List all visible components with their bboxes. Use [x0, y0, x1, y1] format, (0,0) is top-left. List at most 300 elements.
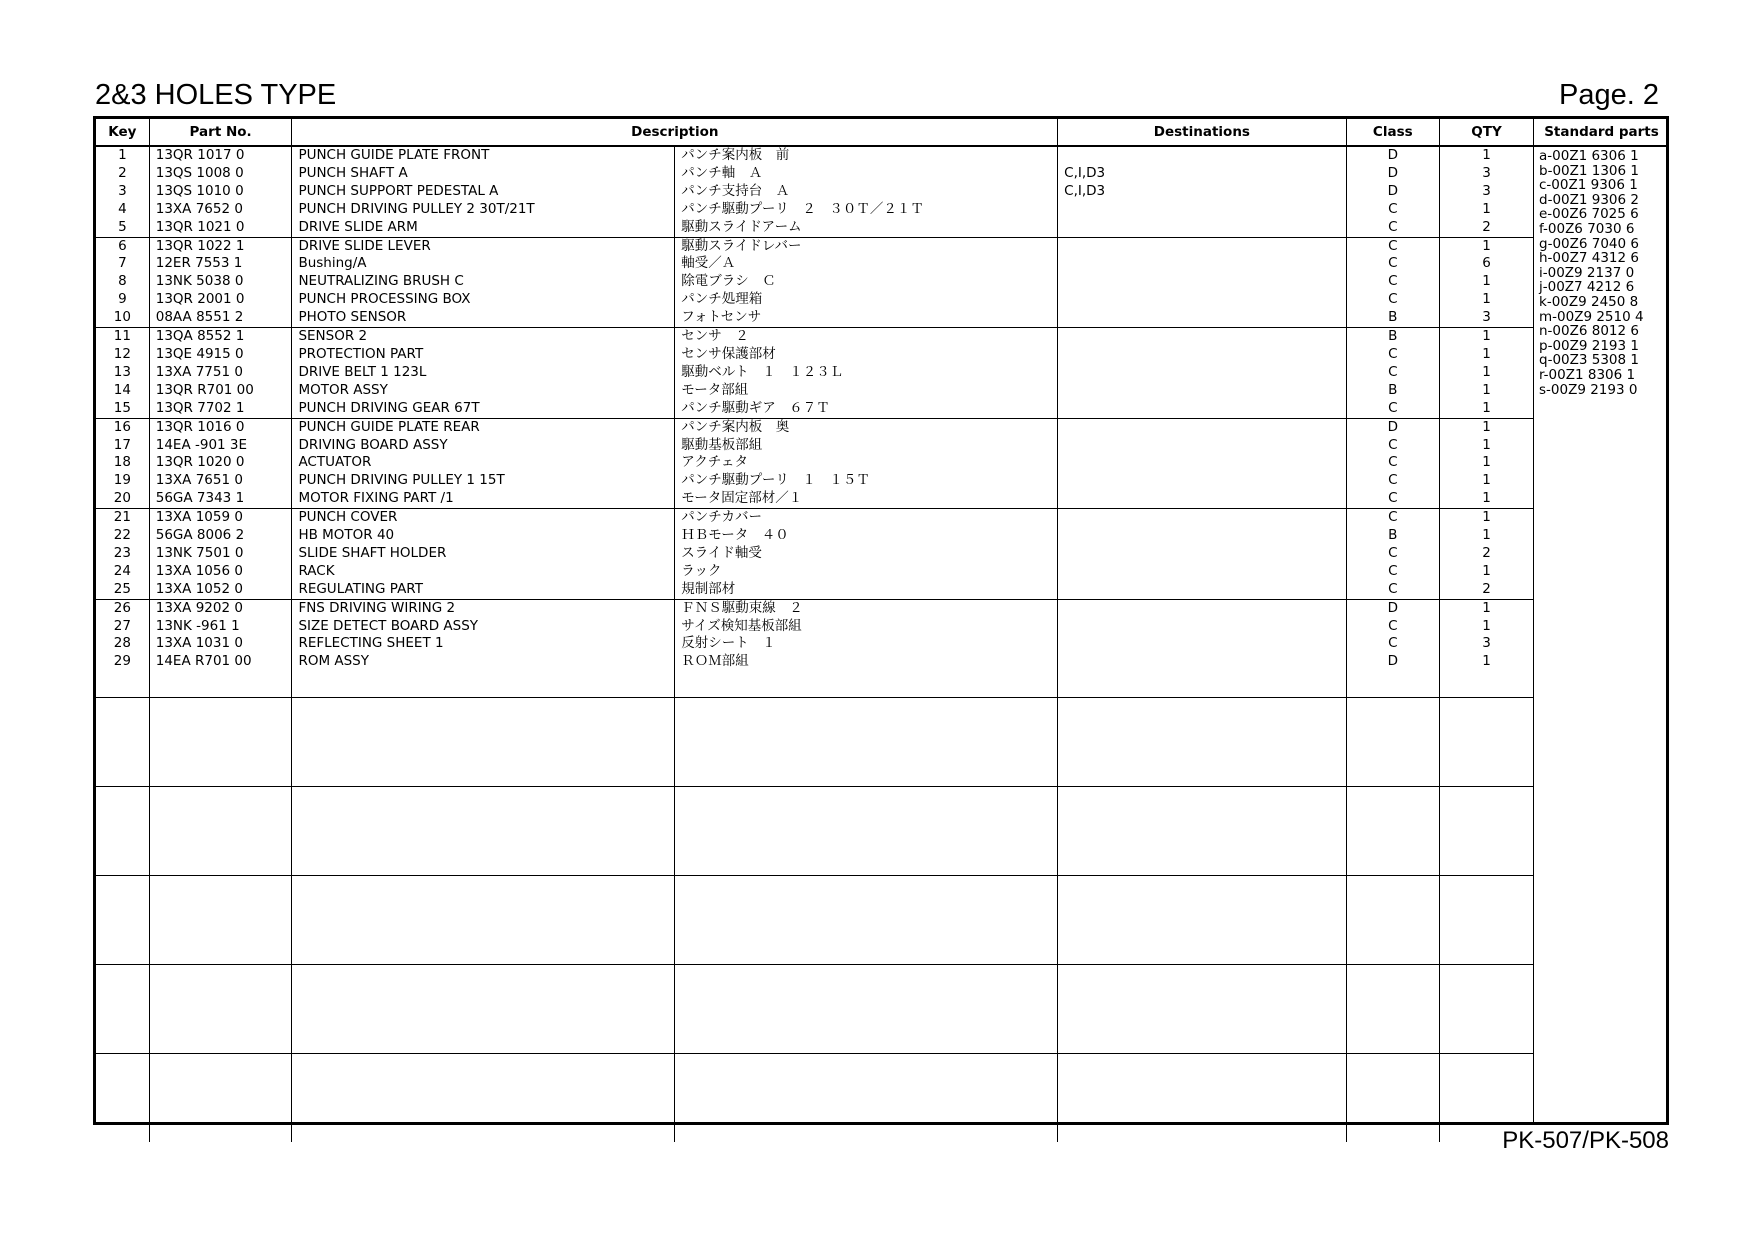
description-en-cell: REFLECTING SHEET 1 — [292, 635, 675, 653]
class-cell: C — [1346, 201, 1439, 219]
qty-cell: 1 — [1440, 418, 1533, 436]
table-row — [96, 400, 1533, 418]
part-number-cell: 13XA 7652 0 — [149, 201, 292, 219]
empty-cell — [96, 787, 149, 876]
description-en-cell: MOTOR FIXING PART /1 — [292, 490, 675, 508]
qty-cell: 1 — [1440, 273, 1533, 291]
part-number-cell: 13XA 1052 0 — [149, 581, 292, 599]
parts-table-body — [96, 146, 1533, 1142]
destinations-cell — [1058, 437, 1346, 455]
description-en-cell: FNS DRIVING WIRING 2 — [292, 599, 675, 617]
qty-cell: 1 — [1440, 346, 1533, 364]
part-number-cell: 13QS 1010 0 — [149, 183, 292, 201]
standard-part-item: f-00Z6 7030 6 — [1539, 220, 1635, 237]
qty-cell: 3 — [1440, 183, 1533, 201]
empty-cell — [1058, 787, 1346, 876]
empty-cell — [149, 876, 292, 965]
description-en-cell: DRIVE SLIDE ARM — [292, 219, 675, 237]
standard-part-item: g-00Z6 7040 6 — [1539, 235, 1639, 252]
empty-cell — [1440, 671, 1533, 698]
blank-table-row — [96, 876, 1533, 965]
class-cell: C — [1346, 400, 1439, 418]
key-cell: 18 — [113, 454, 131, 471]
class-cell: D — [1346, 418, 1439, 436]
destinations-cell — [1058, 454, 1346, 472]
part-number-cell: 56GA 8006 2 — [149, 527, 292, 545]
part-number-cell: 13QE 4915 0 — [149, 346, 292, 364]
part-number-cell: 13NK 5038 0 — [149, 273, 292, 291]
qty-cell: 6 — [1440, 255, 1533, 273]
destinations-cell — [1058, 472, 1346, 490]
empty-cell — [292, 876, 675, 965]
empty-cell — [675, 698, 1058, 787]
destinations-cell — [1058, 201, 1346, 219]
qty-cell: 1 — [1440, 400, 1533, 418]
description-en-cell: PHOTO SENSOR — [292, 309, 675, 327]
empty-cell — [1440, 698, 1533, 787]
description-jp-cell: ラック — [675, 563, 1058, 581]
empty-cell — [149, 1054, 292, 1143]
description-en-cell: ROM ASSY — [292, 653, 675, 671]
class-cell: D — [1346, 146, 1439, 165]
standard-part-item: n-00Z6 8012 6 — [1539, 323, 1639, 340]
blank-table-row — [96, 1054, 1533, 1143]
key-cell: 20 — [96, 490, 149, 508]
key-cell: 1 — [118, 147, 127, 163]
standard-part-item: p-00Z9 2193 1 — [1539, 337, 1639, 354]
standard-part-item: r-00Z1 8306 1 — [1539, 366, 1636, 383]
key-cell: 14 — [113, 381, 131, 398]
table-row — [96, 328, 1533, 346]
class-cell: D — [1346, 653, 1439, 671]
description-en-cell: Bushing/A — [292, 255, 675, 273]
destinations-cell — [1058, 237, 1346, 255]
part-number-cell: 14EA R701 00 — [149, 653, 292, 671]
part-number-cell: 08AA 8551 2 — [149, 309, 292, 327]
table-header-row — [96, 119, 1533, 146]
standard-part-item: a-00Z1 6306 1 — [1539, 148, 1639, 164]
standard-part-item: i-00Z9 2137 0 — [1539, 264, 1635, 281]
qty-cell: 3 — [1440, 165, 1533, 183]
key-cell: 19 — [113, 472, 131, 489]
key-cell: 8 — [118, 273, 127, 290]
class-cell: C — [1346, 509, 1439, 527]
destinations-cell: C,I,D3 — [1058, 183, 1346, 201]
destinations-cell — [1058, 418, 1346, 436]
table-row — [96, 255, 1533, 273]
description-jp-cell: ＲＯＭ部組 — [675, 653, 1058, 671]
destinations-cell — [1058, 618, 1346, 636]
empty-cell — [675, 671, 1058, 698]
qty-cell: 1 — [1440, 527, 1533, 545]
table-row — [96, 418, 1533, 436]
description-jp-cell: センサ保護部材 — [675, 346, 1058, 364]
description-en-cell: PUNCH GUIDE PLATE FRONT — [292, 146, 675, 165]
qty-cell: 1 — [1440, 454, 1533, 472]
key-cell: 25 — [96, 581, 149, 599]
class-cell: C — [1346, 635, 1439, 653]
class-cell: B — [1346, 527, 1439, 545]
class-cell: D — [1346, 599, 1439, 617]
class-cell: C — [1346, 291, 1439, 309]
description-jp-cell: ＦＮＳ駆動束線 ２ — [675, 599, 1058, 617]
key-cell: 5 — [96, 219, 149, 237]
standard-part-item: s-00Z9 2193 0 — [1539, 381, 1638, 398]
destinations-cell: C,I,D3 — [1058, 165, 1346, 183]
table-row — [96, 437, 1533, 455]
column-header-standard-parts: Standard parts — [1534, 119, 1669, 147]
key-cell: 28 — [113, 635, 131, 652]
key-cell: 6 — [118, 237, 127, 254]
qty-cell: 1 — [1440, 490, 1533, 508]
key-cell: 2 — [118, 164, 127, 181]
table-row — [96, 346, 1533, 364]
description-jp-cell: 反射シート １ — [675, 635, 1058, 653]
description-en-cell: SIZE DETECT BOARD ASSY — [292, 618, 675, 636]
class-cell: C — [1346, 545, 1439, 563]
destinations-cell — [1058, 563, 1346, 581]
standard-part-item: e-00Z6 7025 6 — [1539, 206, 1639, 223]
empty-cell — [1058, 965, 1346, 1054]
qty-cell: 1 — [1440, 437, 1533, 455]
standard-part-item: j-00Z7 4212 6 — [1539, 279, 1635, 296]
table-row — [96, 472, 1533, 490]
table-row — [96, 183, 1533, 201]
description-jp-cell: 駆動スライドアーム — [675, 219, 1058, 237]
description-jp-cell: 規制部材 — [675, 581, 1058, 599]
qty-cell: 1 — [1440, 364, 1533, 382]
description-en-cell: PUNCH GUIDE PLATE REAR — [292, 418, 675, 436]
key-cell: 3 — [118, 182, 127, 199]
empty-cell — [1346, 876, 1439, 965]
description-en-cell: DRIVING BOARD ASSY — [292, 437, 675, 455]
destinations-cell — [1058, 309, 1346, 327]
description-en-cell: PUNCH DRIVING PULLEY 2 30T/21T — [292, 201, 675, 219]
empty-cell — [1440, 787, 1533, 876]
description-jp-cell: パンチ支持台 Ａ — [675, 183, 1058, 201]
qty-cell: 1 — [1440, 237, 1533, 255]
class-cell: C — [1346, 437, 1439, 455]
part-number-cell: 13QR 7702 1 — [149, 400, 292, 418]
class-cell: C — [1346, 618, 1439, 636]
description-jp-cell: 除電ブラシ Ｃ — [675, 273, 1058, 291]
description-en-cell: ACTUATOR — [292, 454, 675, 472]
description-jp-cell: パンチ処理箱 — [675, 291, 1058, 309]
page-title: 2&3 HOLES TYPE — [95, 79, 337, 111]
description-jp-cell: フォトセンサ — [675, 309, 1058, 327]
model-name: PK-507/PK-508 — [1502, 1127, 1669, 1154]
standard-part-item: h-00Z7 4312 6 — [1539, 250, 1639, 267]
key-cell: 22 — [113, 527, 131, 544]
destinations-cell — [1058, 653, 1346, 671]
column-header-part-no: Part No. — [149, 119, 292, 146]
table-row — [96, 490, 1533, 508]
key-cell: 15 — [96, 400, 149, 418]
empty-cell — [149, 787, 292, 876]
class-cell: C — [1346, 237, 1439, 255]
description-en-cell: PUNCH COVER — [292, 509, 675, 527]
empty-cell — [292, 965, 675, 1054]
description-jp-cell: 駆動ベルト １ １２３Ｌ — [675, 364, 1058, 382]
blank-table-row — [96, 698, 1533, 787]
qty-cell: 1 — [1440, 509, 1533, 527]
description-jp-cell: パンチ軸 Ａ — [675, 165, 1058, 183]
description-en-cell: PUNCH DRIVING GEAR 67T — [292, 400, 675, 418]
description-en-cell: DRIVE BELT 1 123L — [292, 364, 675, 382]
table-row — [96, 146, 1533, 165]
table-row — [96, 309, 1533, 327]
part-number-cell: 13QR 1016 0 — [149, 418, 292, 436]
key-cell: 12 — [113, 345, 131, 362]
qty-cell: 1 — [1440, 472, 1533, 490]
description-jp-cell: 軸受／Ａ — [675, 255, 1058, 273]
destinations-cell — [1058, 527, 1346, 545]
key-cell: 10 — [96, 309, 149, 327]
destinations-cell — [1058, 219, 1346, 237]
key-cell: 11 — [113, 328, 131, 345]
qty-cell: 2 — [1440, 545, 1533, 563]
empty-cell — [292, 698, 675, 787]
qty-cell: 1 — [1440, 201, 1533, 219]
description-jp-cell: ＨＢモータ ４０ — [675, 527, 1058, 545]
qty-cell: 1 — [1440, 382, 1533, 400]
description-en-cell: HB MOTOR 40 — [292, 527, 675, 545]
destinations-cell — [1058, 599, 1346, 617]
page-number: Page. 2 — [1559, 79, 1659, 111]
class-cell: C — [1346, 472, 1439, 490]
table-row — [96, 291, 1533, 309]
description-en-cell: PUNCH SHAFT A — [292, 165, 675, 183]
key-cell: 7 — [118, 255, 127, 272]
description-en-cell: REGULATING PART — [292, 581, 675, 599]
part-number-cell: 56GA 7343 1 — [149, 490, 292, 508]
description-en-cell: DRIVE SLIDE LEVER — [292, 237, 675, 255]
empty-cell — [149, 698, 292, 787]
part-number-cell: 13QR 1020 0 — [149, 454, 292, 472]
destinations-cell — [1058, 581, 1346, 599]
column-header-key: Key — [96, 119, 149, 146]
class-cell: C — [1346, 454, 1439, 472]
column-header-qty: QTY — [1440, 119, 1533, 146]
table-row — [96, 581, 1533, 599]
empty-cell — [1346, 965, 1439, 1054]
part-number-cell: 13XA 1056 0 — [149, 563, 292, 581]
table-row — [96, 382, 1533, 400]
destinations-cell — [1058, 382, 1346, 400]
class-cell: C — [1346, 364, 1439, 382]
standard-part-item: m-00Z9 2510 4 — [1539, 308, 1644, 325]
empty-cell — [1440, 965, 1533, 1054]
empty-cell — [292, 671, 675, 698]
standard-part-item: d-00Z1 9306 2 — [1539, 191, 1639, 208]
empty-cell — [1058, 876, 1346, 965]
qty-cell: 1 — [1440, 291, 1533, 309]
description-jp-cell: パンチカバー — [675, 509, 1058, 527]
part-number-cell: 13XA 7751 0 — [149, 364, 292, 382]
destinations-cell — [1058, 273, 1346, 291]
table-row — [96, 201, 1533, 219]
standard-part-item: c-00Z1 9306 1 — [1539, 177, 1638, 194]
table-row — [96, 545, 1533, 563]
class-cell: C — [1346, 219, 1439, 237]
key-cell: 21 — [113, 509, 131, 526]
empty-cell — [675, 1054, 1058, 1143]
part-number-cell: 12ER 7553 1 — [149, 255, 292, 273]
key-cell: 29 — [113, 653, 131, 670]
description-jp-cell: センサ ２ — [675, 328, 1058, 346]
standard-part-item: b-00Z1 1306 1 — [1539, 162, 1639, 179]
part-number-cell: 13QR 1022 1 — [149, 237, 292, 255]
class-cell: B — [1346, 328, 1439, 346]
table-row — [96, 454, 1533, 472]
column-header-class: Class — [1346, 119, 1439, 146]
empty-cell — [675, 965, 1058, 1054]
empty-cell — [96, 671, 149, 698]
destinations-cell — [1058, 400, 1346, 418]
table-row — [96, 563, 1533, 581]
table-row — [96, 219, 1533, 237]
part-number-cell: 13QR 1021 0 — [149, 219, 292, 237]
blank-table-row — [96, 965, 1533, 1054]
destinations-cell — [1058, 146, 1346, 165]
part-number-cell: 13QR 1017 0 — [149, 146, 292, 165]
part-number-cell: 13XA 1059 0 — [149, 509, 292, 527]
standard-part-item: q-00Z3 5308 1 — [1539, 352, 1639, 369]
empty-cell — [292, 787, 675, 876]
part-number-cell: 13QA 8552 1 — [149, 328, 292, 346]
standard-parts-list — [1534, 147, 1669, 397]
key-cell: 17 — [113, 436, 131, 453]
description-en-cell: MOTOR ASSY — [292, 382, 675, 400]
standard-parts-column — [1533, 119, 1669, 1122]
destinations-cell — [1058, 509, 1346, 527]
description-en-cell: RACK — [292, 563, 675, 581]
description-en-cell: NEUTRALIZING BRUSH C — [292, 273, 675, 291]
class-cell: C — [1346, 346, 1439, 364]
description-jp-cell: パンチ駆動プーリ ２ ３０Ｔ／２１Ｔ — [675, 201, 1058, 219]
qty-cell: 1 — [1440, 328, 1533, 346]
class-cell: C — [1346, 563, 1439, 581]
part-number-cell: 13XA 7651 0 — [149, 472, 292, 490]
empty-cell — [675, 787, 1058, 876]
column-header-destinations: Destinations — [1058, 119, 1346, 146]
empty-cell — [149, 671, 292, 698]
class-cell: C — [1346, 490, 1439, 508]
destinations-cell — [1058, 291, 1346, 309]
description-en-cell: PUNCH PROCESSING BOX — [292, 291, 675, 309]
qty-cell: 3 — [1440, 309, 1533, 327]
part-number-cell: 13QS 1008 0 — [149, 165, 292, 183]
class-cell: D — [1346, 183, 1439, 201]
description-jp-cell: 駆動スライドレバー — [675, 237, 1058, 255]
key-cell: 26 — [113, 599, 131, 616]
description-jp-cell: アクチェタ — [675, 454, 1058, 472]
class-cell: D — [1346, 165, 1439, 183]
parts-table — [96, 119, 1533, 1142]
destinations-cell — [1058, 545, 1346, 563]
empty-cell — [96, 1054, 149, 1143]
class-cell: C — [1346, 581, 1439, 599]
description-en-cell: PUNCH SUPPORT PEDESTAL A — [292, 183, 675, 201]
part-number-cell: 13QR R701 00 — [149, 382, 292, 400]
description-jp-cell: パンチ駆動ギア ６７Ｔ — [675, 400, 1058, 418]
standard-part-item: k-00Z9 2450 8 — [1539, 293, 1639, 310]
destinations-cell — [1058, 255, 1346, 273]
part-number-cell: 13NK 7501 0 — [149, 545, 292, 563]
table-row-padding — [96, 671, 1533, 698]
qty-cell: 1 — [1440, 618, 1533, 636]
description-jp-cell: モータ部組 — [675, 382, 1058, 400]
qty-cell: 3 — [1440, 635, 1533, 653]
description-en-cell: PROTECTION PART — [292, 346, 675, 364]
class-cell: B — [1346, 382, 1439, 400]
key-cell: 4 — [118, 200, 127, 217]
qty-cell: 2 — [1440, 581, 1533, 599]
part-number-cell: 13NK -961 1 — [149, 618, 292, 636]
empty-cell — [1058, 671, 1346, 698]
key-cell: 23 — [113, 544, 131, 561]
blank-table-row — [96, 787, 1533, 876]
qty-cell: 1 — [1440, 146, 1533, 165]
empty-cell — [96, 965, 149, 1054]
destinations-cell — [1058, 364, 1346, 382]
description-jp-cell: パンチ駆動プーリ １ １５Ｔ — [675, 472, 1058, 490]
empty-cell — [149, 965, 292, 1054]
empty-cell — [1346, 1054, 1439, 1143]
description-jp-cell: パンチ案内板 前 — [675, 146, 1058, 165]
table-row — [96, 237, 1533, 255]
empty-cell — [1440, 876, 1533, 965]
column-header-description: Description — [292, 119, 1058, 146]
key-cell: 13 — [113, 363, 131, 380]
description-jp-cell: スライド軸受 — [675, 545, 1058, 563]
qty-cell: 1 — [1440, 653, 1533, 671]
key-cell: 16 — [113, 418, 131, 435]
table-row — [96, 618, 1533, 636]
class-cell: B — [1346, 309, 1439, 327]
description-jp-cell: モータ固定部材／１ — [675, 490, 1058, 508]
empty-cell — [1346, 787, 1439, 876]
key-cell: 24 — [113, 562, 131, 579]
qty-cell: 1 — [1440, 563, 1533, 581]
empty-cell — [96, 698, 149, 787]
empty-cell — [1058, 1054, 1346, 1143]
key-cell: 9 — [118, 291, 127, 308]
table-row — [96, 165, 1533, 183]
destinations-cell — [1058, 635, 1346, 653]
description-jp-cell: サイズ検知基板部組 — [675, 618, 1058, 636]
part-number-cell: 14EA -901 3E — [149, 437, 292, 455]
empty-cell — [1058, 698, 1346, 787]
parts-list-frame — [93, 116, 1669, 1125]
description-jp-cell: 駆動基板部組 — [675, 437, 1058, 455]
class-cell: C — [1346, 273, 1439, 291]
part-number-cell: 13XA 1031 0 — [149, 635, 292, 653]
qty-cell: 1 — [1440, 599, 1533, 617]
table-row — [96, 653, 1533, 671]
key-cell: 27 — [113, 617, 131, 634]
destinations-cell — [1058, 346, 1346, 364]
qty-cell: 2 — [1440, 219, 1533, 237]
table-row — [96, 635, 1533, 653]
part-number-cell: 13QR 2001 0 — [149, 291, 292, 309]
empty-cell — [1346, 698, 1439, 787]
table-row — [96, 599, 1533, 617]
table-row — [96, 364, 1533, 382]
destinations-cell — [1058, 490, 1346, 508]
table-row — [96, 509, 1533, 527]
part-number-cell: 13XA 9202 0 — [149, 599, 292, 617]
